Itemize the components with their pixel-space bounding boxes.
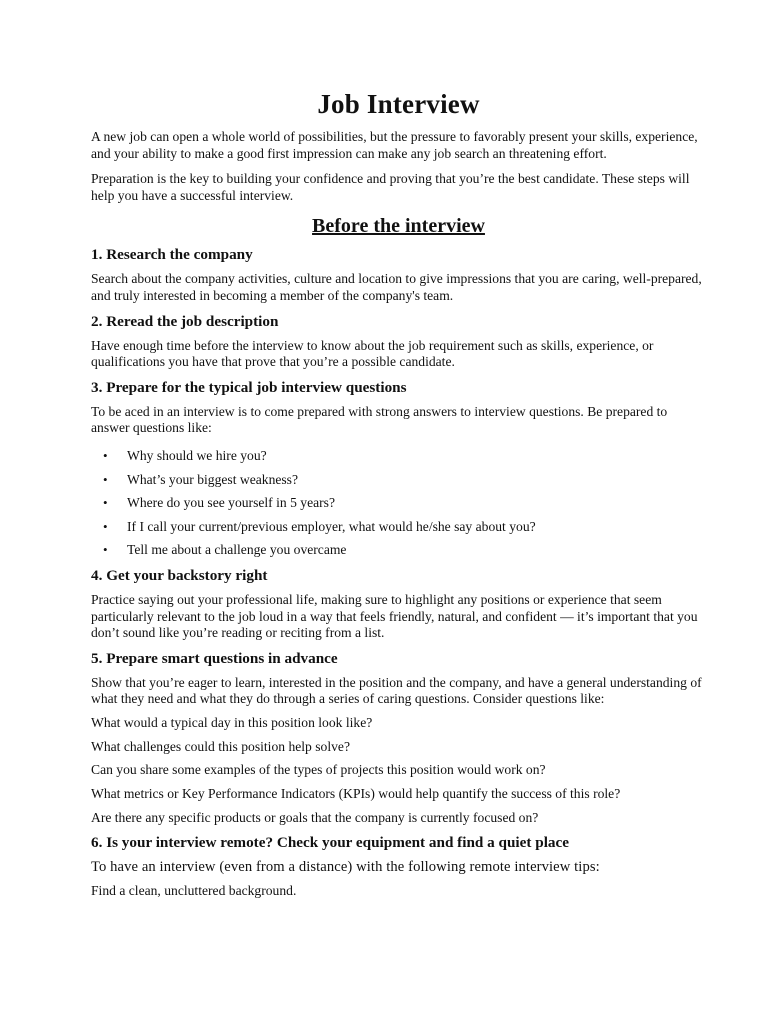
step-text: To be aced in an interview is to come prepared with strong answers to interview questions. Be prepared to answer questions like: bbox=[91, 403, 668, 436]
intro-paragraph: Preparation is the key to building your confidence and proving that you’re the best candidate. These steps will help you have a successful interview. bbox=[91, 171, 690, 203]
step-heading: 3. Prepare for the typical job interview questions bbox=[91, 378, 407, 396]
step-text: Have enough time before the interview to know about the job requirement such as skills, experience, or qualifications you have that prove that you’re a possible candidate. bbox=[91, 337, 654, 370]
step-text: To have an interview (even from a distance) with the following remote interview tips: bbox=[91, 858, 600, 875]
bullet-text: If I call your current/previous employer, what would he/she say about you? bbox=[127, 518, 536, 534]
bullet-text: Where do you see yourself in 5 years? bbox=[127, 495, 335, 511]
bullet-item bbox=[91, 448, 706, 465]
bullet-text: Tell me about a challenge you overcame bbox=[127, 542, 347, 558]
step-text: Show that you’re eager to learn, interested in the position and the company, and have a general understanding of what they need and what they do through a series of caring questions. Consider questions like: bbox=[91, 674, 702, 707]
bullet-icon: • bbox=[103, 518, 108, 534]
sample-question: Can you share some examples of the types of projects this position would work on? bbox=[91, 762, 546, 778]
step-text: Practice saying out your professional life, making sure to highlight any positions or experience that seem particularly relevant to the job loud in a way that feels friendly, natural, and confident — it’s important that you don’t sound like you’re reading or reciting from a list. bbox=[91, 591, 698, 641]
section-title: Before the interview bbox=[312, 215, 485, 238]
step-heading: 5. Prepare smart questions in advance bbox=[91, 649, 338, 667]
bullet-text: Why should we hire you? bbox=[127, 447, 267, 463]
bullet-item bbox=[91, 495, 706, 512]
intro-paragraph: A new job can open a whole world of possibilities, but the pressure to favorably present your skills, experience, and your ability to make a good first impression can make any job search an threatening effort. bbox=[91, 129, 698, 161]
step-heading: 6. Is your interview remote? Check your equipment and find a quiet place bbox=[91, 833, 569, 851]
remote-tip: Find a clean, uncluttered background. bbox=[91, 882, 297, 898]
sample-question: What challenges could this position help solve? bbox=[91, 738, 350, 754]
document-title: Job Interview bbox=[317, 89, 480, 119]
bullet-item bbox=[91, 519, 706, 536]
bullet-icon: • bbox=[103, 495, 108, 511]
document-page bbox=[91, 88, 706, 907]
bullet-icon: • bbox=[103, 471, 108, 487]
step-heading: 1. Research the company bbox=[91, 246, 253, 264]
step-heading: 2. Reread the job description bbox=[91, 312, 279, 330]
sample-question: Are there any specific products or goals that the company is currently focused on? bbox=[91, 810, 539, 825]
bullet-icon: • bbox=[103, 542, 108, 558]
bullet-item bbox=[91, 542, 706, 559]
step-text: Search about the company activities, culture and location to give impressions that you are caring, well-prepared, and truly interested in becoming a member of the company's team. bbox=[91, 271, 702, 303]
bullet-icon: • bbox=[103, 447, 108, 463]
sample-question: What would a typical day in this position look like? bbox=[91, 714, 373, 730]
bullet-text: What’s your biggest weakness? bbox=[127, 471, 299, 487]
sample-question: What metrics or Key Performance Indicators (KPIs) would help quantify the success of this role? bbox=[91, 786, 621, 802]
question-bullet-list bbox=[91, 448, 706, 559]
bullet-item bbox=[91, 472, 706, 489]
step-heading: 4. Get your backstory right bbox=[91, 566, 268, 584]
